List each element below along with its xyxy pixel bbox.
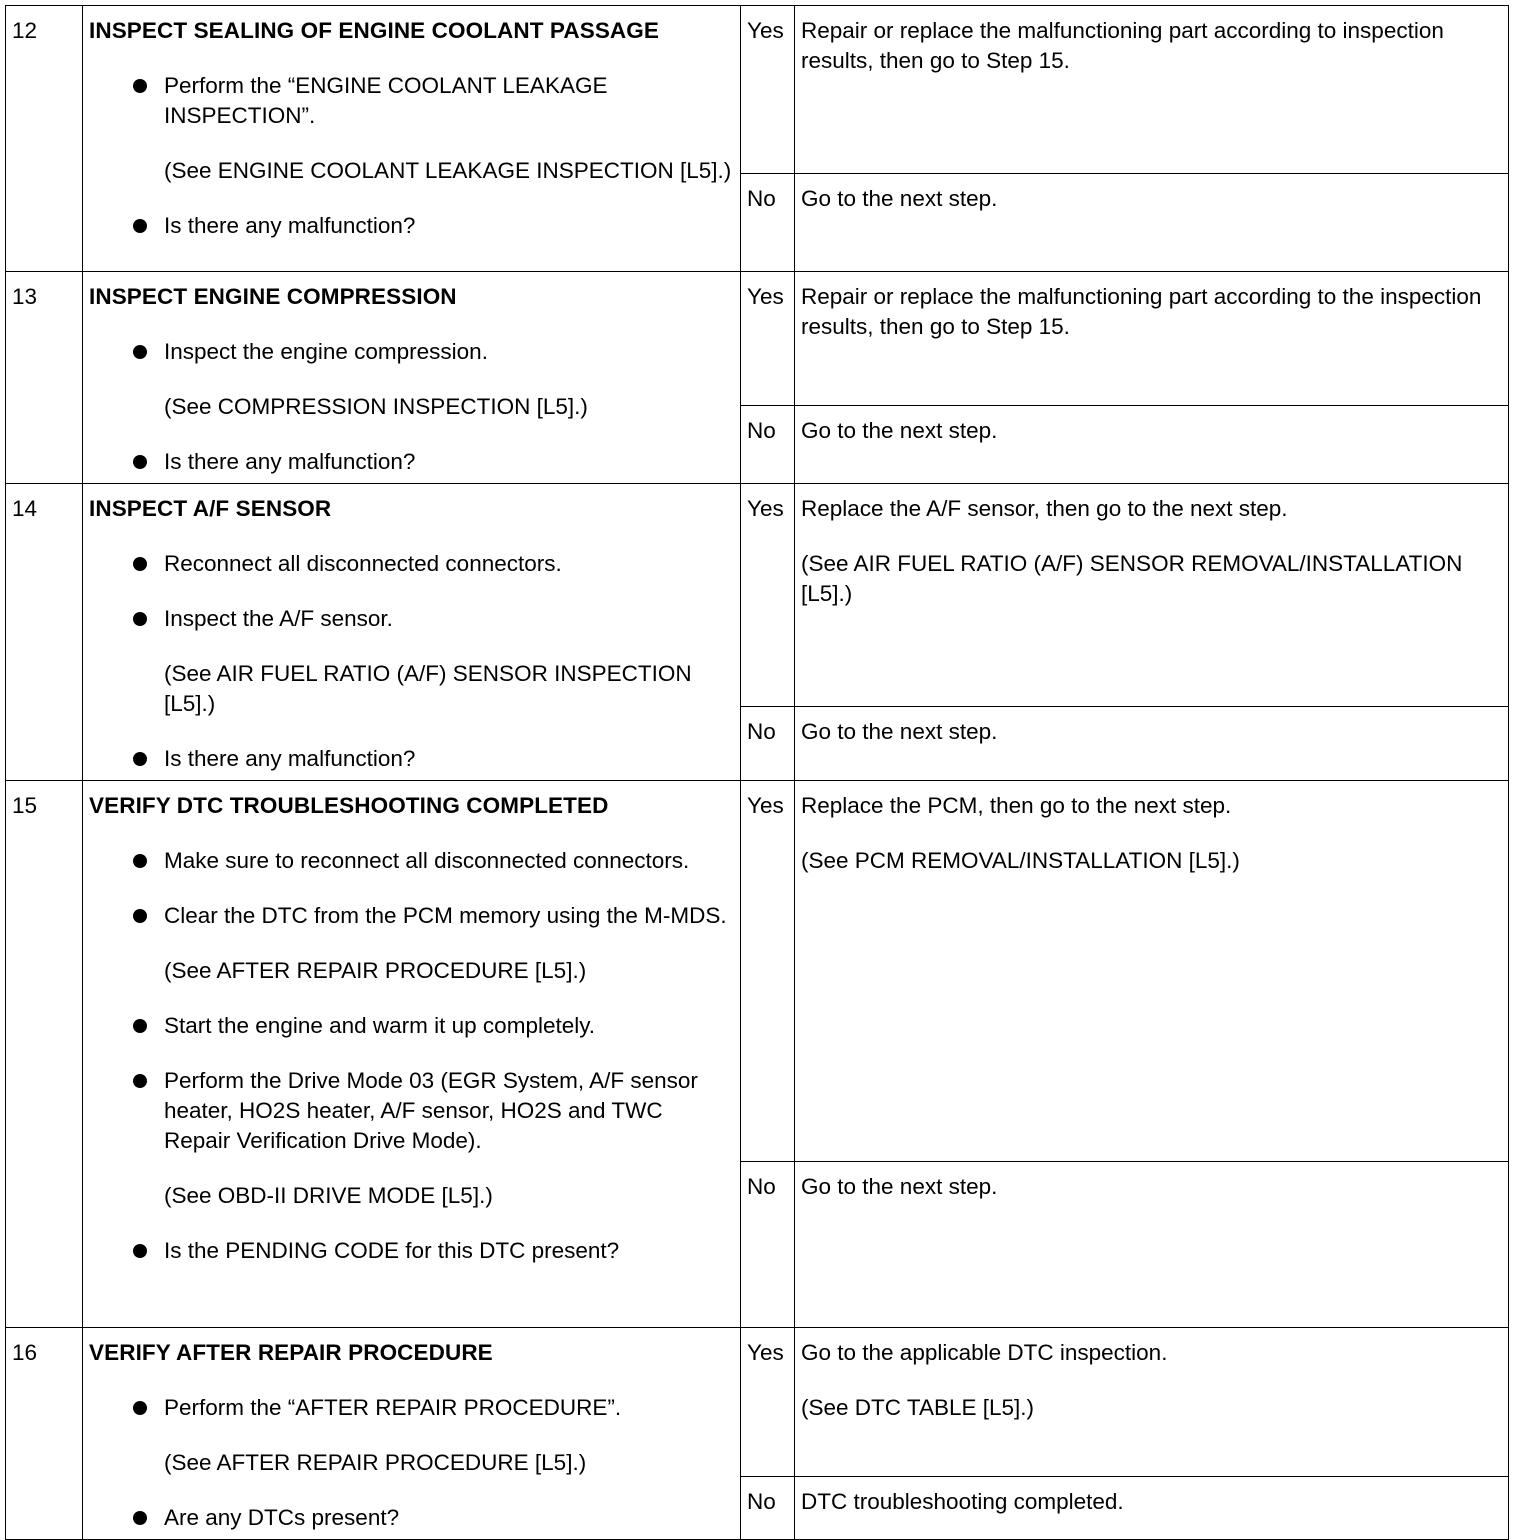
instruction-text: Inspect the engine compression. — [164, 339, 488, 364]
instruction-item — [89, 901, 734, 986]
reference-link[interactable]: (See AFTER REPAIR PROCEDURE [L5].) — [164, 958, 587, 983]
question-item — [89, 1236, 734, 1266]
bullet-icon — [133, 455, 147, 469]
question-item — [89, 1503, 734, 1533]
reference-link[interactable]: (See COMPRESSION INSPECTION [L5].) — [164, 394, 588, 419]
instruction-text: Clear the DTC from the PCM memory using the M-MDS. — [164, 903, 727, 928]
instruction-item — [89, 337, 734, 422]
yes-reference-link[interactable]: (See AIR FUEL RATIO (A/F) SENSOR REMOVAL/INSTALLATION [L5].) — [801, 551, 1463, 606]
step-row-14 — [6, 484, 1509, 707]
bullet-icon — [133, 79, 147, 93]
yes-action — [795, 781, 1509, 1162]
instruction-item — [89, 1393, 734, 1478]
instruction-list — [89, 549, 734, 774]
yes-action — [795, 1328, 1509, 1477]
instruction-text: Start the engine and warm it up completely. — [164, 1013, 596, 1038]
yes-label: Yes — [741, 6, 795, 174]
step-row-13 — [6, 272, 1509, 406]
yes-label: Yes — [741, 1328, 795, 1477]
no-action-text: Go to the next step. — [801, 418, 998, 444]
yes-action — [795, 272, 1509, 406]
instruction-text: Inspect the A/F sensor. — [164, 606, 393, 631]
instruction-item — [89, 846, 734, 876]
bullet-icon — [133, 909, 147, 923]
instruction-text: Perform the “ENGINE COOLANT LEAKAGE INSPECTION”. — [164, 73, 608, 128]
no-label: No — [741, 1476, 795, 1539]
no-action-text: DTC troubleshooting completed. — [801, 1488, 1124, 1514]
step-number: 14 — [6, 484, 83, 781]
instruction-text: Make sure to reconnect all disconnected connectors. — [164, 848, 690, 873]
yes-label: Yes — [741, 484, 795, 707]
instruction-item — [89, 71, 734, 186]
instruction-list — [89, 71, 734, 241]
bullet-icon — [133, 1074, 147, 1088]
instruction-list — [89, 337, 734, 477]
bullet-icon — [133, 752, 147, 766]
no-label: No — [741, 1162, 795, 1328]
no-action — [795, 406, 1509, 484]
no-label: No — [741, 706, 795, 780]
no-action — [795, 1162, 1509, 1328]
bullet-icon — [133, 557, 147, 571]
step-title: INSPECT ENGINE COMPRESSION — [89, 284, 457, 309]
bullet-icon — [133, 1244, 147, 1258]
yes-action-text: Replace the PCM, then go to the next step. — [801, 793, 1232, 818]
step-number: 12 — [6, 6, 83, 272]
yes-label: Yes — [741, 781, 795, 1162]
no-action — [795, 1476, 1509, 1539]
reference-link[interactable]: (See AFTER REPAIR PROCEDURE [L5].) — [164, 1450, 587, 1475]
step-title: VERIFY AFTER REPAIR PROCEDURE — [89, 1340, 493, 1365]
yes-action-text: Repair or replace the malfunctioning part according to inspection results, then go to Step 15. — [801, 18, 1444, 73]
yes-action-text: Go to the applicable DTC inspection. — [801, 1340, 1168, 1365]
no-label: No — [741, 406, 795, 484]
step-number: 16 — [6, 1328, 83, 1540]
yes-action — [795, 484, 1509, 707]
instruction-item — [89, 1011, 734, 1041]
question-item — [89, 447, 734, 477]
reference-link[interactable]: (See ENGINE COOLANT LEAKAGE INSPECTION [L5].) — [164, 158, 732, 183]
no-action — [795, 174, 1509, 272]
yes-reference-link[interactable]: (See DTC TABLE [L5].) — [801, 1395, 1034, 1420]
no-action-text: Go to the next step. — [801, 1174, 998, 1199]
instruction-text: Perform the “AFTER REPAIR PROCEDURE”. — [164, 1395, 622, 1420]
question-item — [89, 744, 734, 774]
bullet-icon — [133, 612, 147, 626]
step-row-15 — [6, 781, 1509, 1162]
instruction-item — [89, 604, 734, 719]
no-label: No — [741, 174, 795, 272]
diagnostic-procedure-table — [5, 5, 1509, 1540]
no-action-text: Go to the next step. — [801, 718, 998, 744]
yes-action-text: Repair or replace the malfunctioning part according to the inspection results, then go to Step 15. — [801, 284, 1482, 339]
question-text: Are any DTCs present? — [164, 1505, 400, 1530]
step-details — [83, 272, 741, 484]
step-number: 13 — [6, 272, 83, 484]
step-row-16 — [6, 1328, 1509, 1477]
step-number: 15 — [6, 781, 83, 1328]
question-item — [89, 211, 734, 241]
bullet-icon — [133, 219, 147, 233]
no-action — [795, 706, 1509, 780]
step-details — [83, 1328, 741, 1540]
yes-action-text: Replace the A/F sensor, then go to the next step. — [801, 496, 1288, 521]
instruction-text: Reconnect all disconnected connectors. — [164, 551, 562, 576]
instruction-list — [89, 1393, 734, 1533]
step-details — [83, 781, 741, 1328]
yes-label: Yes — [741, 272, 795, 406]
bullet-icon — [133, 1019, 147, 1033]
question-text: Is the PENDING CODE for this DTC present? — [164, 1238, 620, 1263]
bullet-icon — [133, 345, 147, 359]
instruction-text: Perform the Drive Mode 03 (EGR System, A/F sensor heater, HO2S heater, A/F sensor, HO2S and TWC Repair Verification Drive Mode). — [164, 1068, 698, 1153]
step-row-12 — [6, 6, 1509, 174]
bullet-icon — [133, 1511, 147, 1525]
bullet-icon — [133, 854, 147, 868]
instruction-item — [89, 1066, 734, 1211]
question-text: Is there any malfunction? — [164, 449, 416, 474]
step-title: INSPECT SEALING OF ENGINE COOLANT PASSAGE — [89, 18, 659, 43]
question-text: Is there any malfunction? — [164, 213, 416, 238]
yes-action — [795, 6, 1509, 174]
instruction-list — [89, 846, 734, 1266]
bullet-icon — [133, 1401, 147, 1415]
step-details — [83, 484, 741, 781]
step-title: INSPECT A/F SENSOR — [89, 496, 332, 521]
reference-link[interactable]: (See AIR FUEL RATIO (A/F) SENSOR INSPECTION [L5].) — [164, 661, 692, 716]
reference-link[interactable]: (See OBD-II DRIVE MODE [L5].) — [164, 1183, 493, 1208]
step-title: VERIFY DTC TROUBLESHOOTING COMPLETED — [89, 793, 609, 818]
instruction-item — [89, 549, 734, 579]
question-text: Is there any malfunction? — [164, 746, 416, 771]
yes-reference-link[interactable]: (See PCM REMOVAL/INSTALLATION [L5].) — [801, 848, 1240, 873]
no-action-text: Go to the next step. — [801, 186, 998, 211]
step-details — [83, 6, 741, 272]
